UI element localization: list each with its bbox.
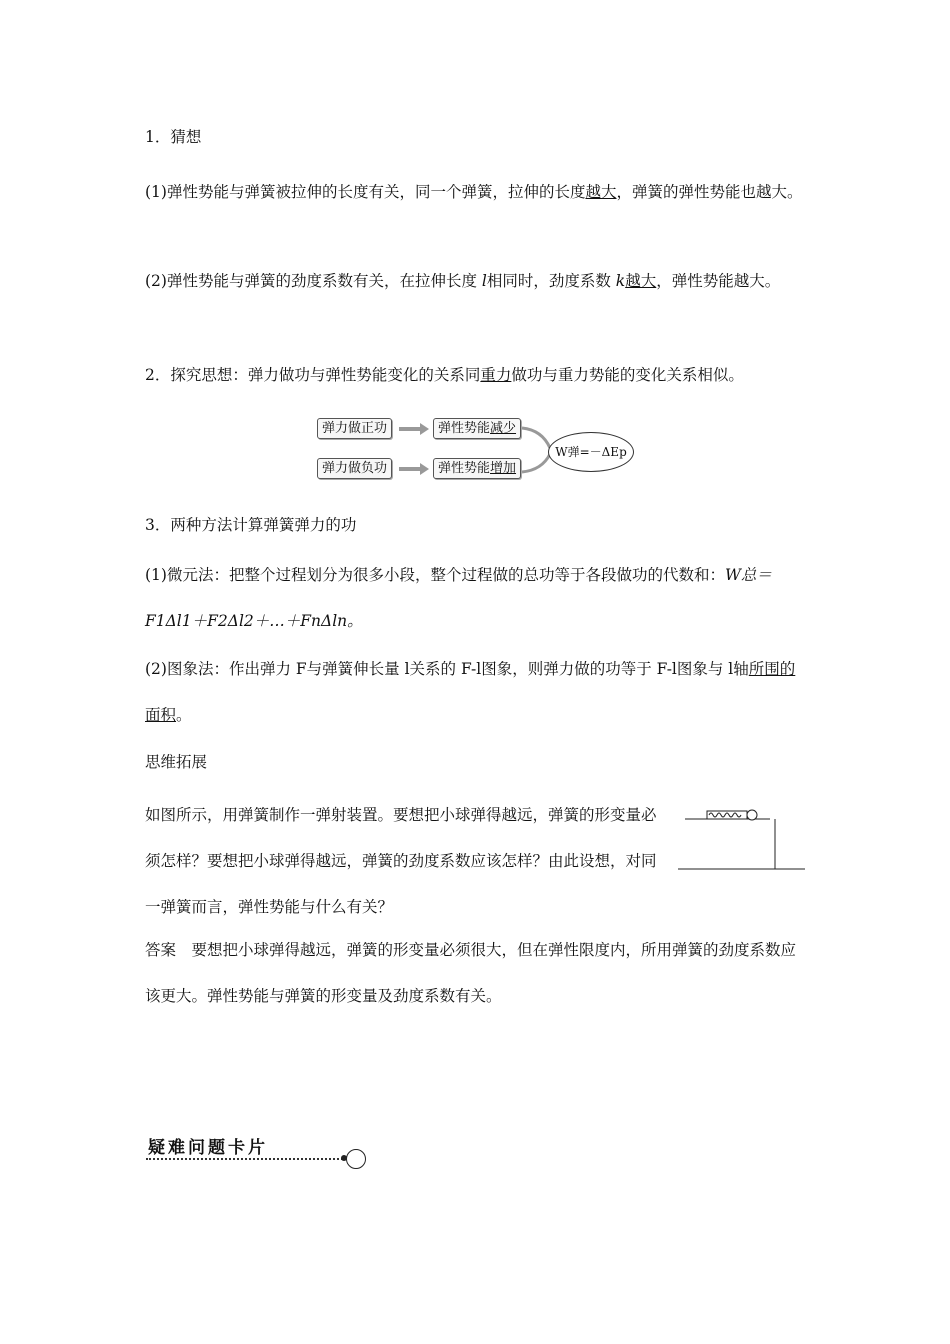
s2-text-a: 2．探究思想：弹力做功与弹性势能变化的关系同 — [145, 366, 481, 384]
box-positive-work: 弹力做正功 — [317, 418, 392, 439]
think-title: 思维拓展 — [145, 753, 208, 771]
dotted-underline — [146, 1158, 346, 1160]
box-energy-decrease — [433, 418, 521, 439]
card-title: 疑难问题卡片 — [148, 1138, 268, 1158]
guess2-underlined: 越大 — [625, 272, 657, 290]
guess1-text-a: (1)弹性势能与弹簧被拉伸的长度有关，同一个弹簧，拉伸的长度 — [145, 183, 586, 201]
arrow-right-icon — [399, 467, 421, 471]
method1-paragraph — [145, 552, 810, 644]
formula-ellipse: W弹=－ΔEp — [548, 432, 634, 472]
guess-paragraph-2 — [145, 258, 810, 304]
method2-text: (2)图象法：作出弹力 F与弹簧伸长量 l关系的 F-l图象，则弹力做的功等于 F-l图象与 l轴 — [145, 660, 749, 678]
think-question: 如图所示，用弹簧制作一弹射装置。要想把小球弹得越远，弹簧的形变量必须怎样？要想把小球弹得越远，弹簧的劲度系数应该怎样？由此设想，对同一弹簧而言，弹性势能与什么有关？ — [145, 806, 657, 916]
section3-title: 3．两种方法计算弹簧弹力的功 — [145, 516, 357, 534]
dec-label: 弹性势能 — [438, 421, 491, 436]
guess2-text-a: (2)弹性势能与弹簧的劲度系数有关，在拉伸长度 — [145, 272, 482, 290]
section1-title: 1．猜想 — [145, 128, 202, 146]
guess2-text-c: ，弹性势能越大。 — [656, 272, 781, 290]
box-energy-increase — [433, 458, 521, 479]
guess-paragraph-1 — [145, 169, 810, 215]
method1-formula: W总＝F1Δl1＋F2Δl2＋…＋FnΔln。 — [145, 566, 772, 630]
dec-underlined: 减少 — [490, 421, 517, 436]
guess2-text-b: 相同时，劲度系数 — [486, 272, 616, 290]
inc-underlined: 增加 — [490, 461, 517, 476]
s2-text-b: 做功与重力势能的变化关系相似。 — [511, 366, 744, 384]
s2-underlined: 重力 — [480, 366, 512, 384]
circle-icon — [346, 1149, 366, 1169]
guess1-underlined: 越大 — [585, 183, 617, 201]
box-negative-work: 弹力做负功 — [317, 458, 392, 479]
arrow-right-icon — [399, 427, 421, 431]
method1-text: (1)微元法：把整个过程划分为很多小段，整个过程做的总功等于各段做功的代数和： — [145, 566, 725, 584]
method2-paragraph — [145, 646, 810, 738]
section2-paragraph — [145, 352, 810, 398]
spring-launcher-figure — [675, 805, 810, 875]
energy-flow-diagram — [315, 412, 645, 484]
var-k: k — [615, 272, 626, 290]
think-answer: 答案 要想把小球弹得越远，弹簧的形变量必须很大，但在弹性限度内，所用弹簧的劲度系数应该更大。弹性势能与弹簧的形变量及劲度系数有关。 — [145, 941, 797, 1005]
inc-label: 弹性势能 — [438, 461, 491, 476]
method2-underlined: 所围的面积 — [145, 660, 796, 724]
method2-end: 。 — [176, 706, 192, 724]
guess1-text-b: ，弹簧的弹性势能也越大。 — [616, 183, 803, 201]
var-l: l — [481, 272, 487, 290]
